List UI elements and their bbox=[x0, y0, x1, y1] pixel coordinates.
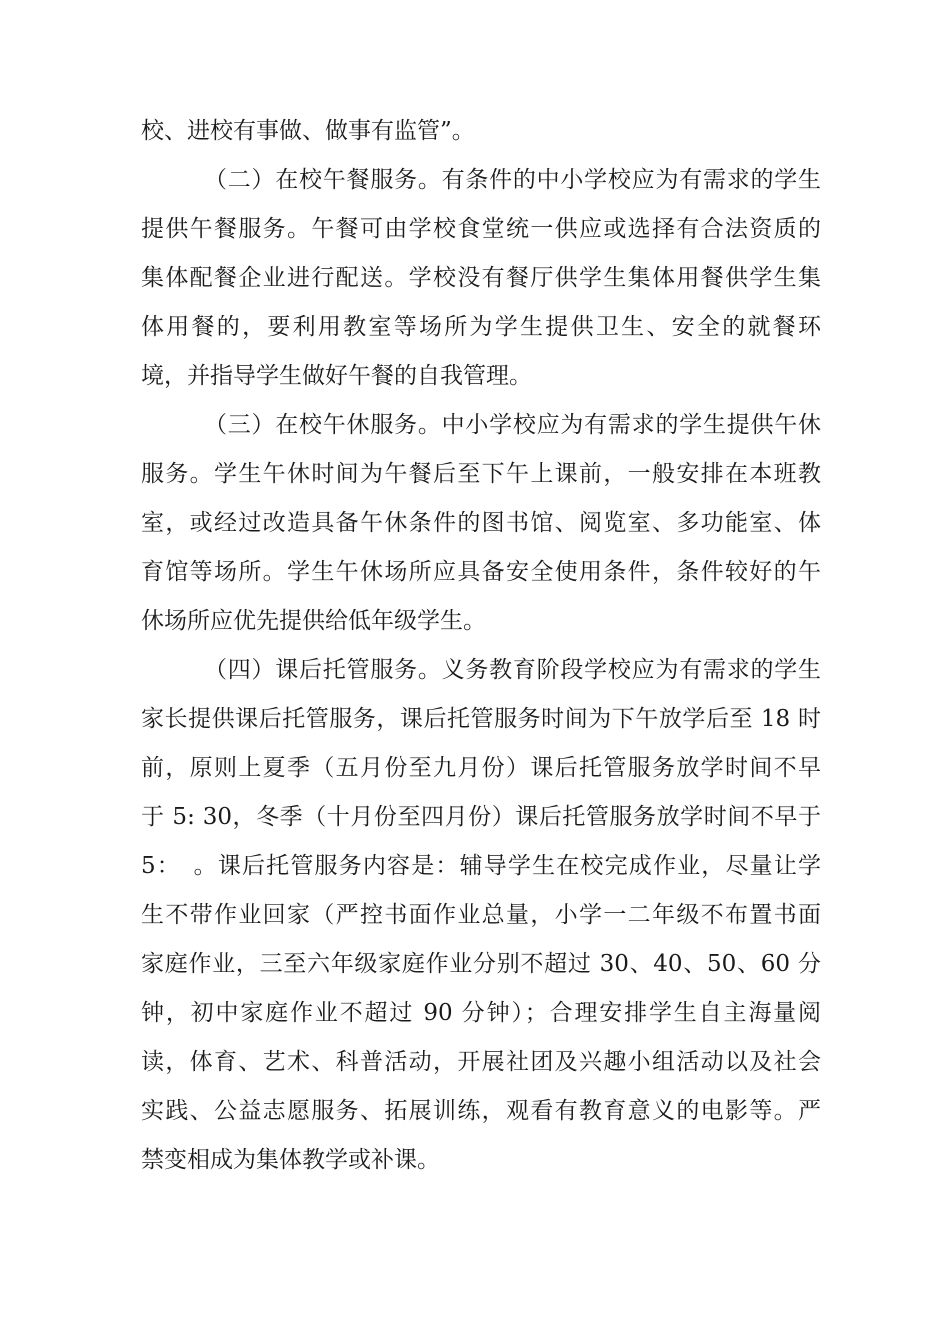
text-line: 禁变相成为集体教学或补课。 bbox=[141, 1147, 440, 1173]
text-line: 家长提供课后托管服务，课后托管服务时间为下午放学后至 18 时 bbox=[141, 706, 821, 732]
text-line: 于 5: 30，冬季（十月份至四月份）课后托管服务放学时间不早于 bbox=[141, 804, 821, 830]
text-line: 体用餐的，要利用教室等场所为学生提供卫生、安全的就餐环 bbox=[141, 314, 821, 340]
paragraph-first-line: （四）课后托管服务。义务教育阶段学校应为有需求的学生 bbox=[204, 657, 821, 683]
text-line: 育馆等场所。学生午休场所应具备安全使用条件，条件较好的午 bbox=[141, 559, 821, 585]
text-line: 生不带作业回家（严控书面作业总量，小学一二年级不布置书面 bbox=[141, 902, 821, 928]
paragraph-first-line: （二）在校午餐服务。有条件的中小学校应为有需求的学生 bbox=[204, 167, 821, 193]
text-line: 钟，初中家庭作业不超过 90 分钟）；合理安排学生自主海量阅 bbox=[141, 1000, 821, 1026]
paragraph-first-line: （三）在校午休服务。中小学校应为有需求的学生提供午休 bbox=[204, 412, 821, 438]
text-line: 室，或经过改造具备午休条件的图书馆、阅览室、多功能室、体 bbox=[141, 510, 821, 536]
text-line: 提供午餐服务。午餐可由学校食堂统一供应或选择有合法资质的 bbox=[141, 216, 821, 242]
text-line: 5： 。课后托管服务内容是：辅导学生在校完成作业，尽量让学 bbox=[141, 853, 821, 879]
text-line: 校、进校有事做、做事有监管”。 bbox=[141, 118, 475, 144]
text-line: 读，体育、艺术、科普活动，开展社团及兴趣小组活动以及社会 bbox=[141, 1049, 821, 1075]
text-line: 家庭作业，三至六年级家庭作业分别不超过 30、40、50、60 分 bbox=[141, 951, 821, 977]
document-body bbox=[141, 107, 821, 1185]
text-line: 休场所应优先提供给低年级学生。 bbox=[141, 608, 486, 634]
text-line: 集体配餐企业进行配送。学校没有餐厅供学生集体用餐供学生集 bbox=[141, 265, 821, 291]
text-line: 服务。学生午休时间为午餐后至下午上课前，一般安排在本班教 bbox=[141, 461, 821, 487]
text-line: 实践、公益志愿服务、拓展训练，观看有教育意义的电影等。严 bbox=[141, 1098, 821, 1124]
text-line: 境，并指导学生做好午餐的自我管理。 bbox=[141, 363, 532, 389]
text-line: 前，原则上夏季（五月份至九月份）课后托管服务放学时间不早 bbox=[141, 755, 821, 781]
